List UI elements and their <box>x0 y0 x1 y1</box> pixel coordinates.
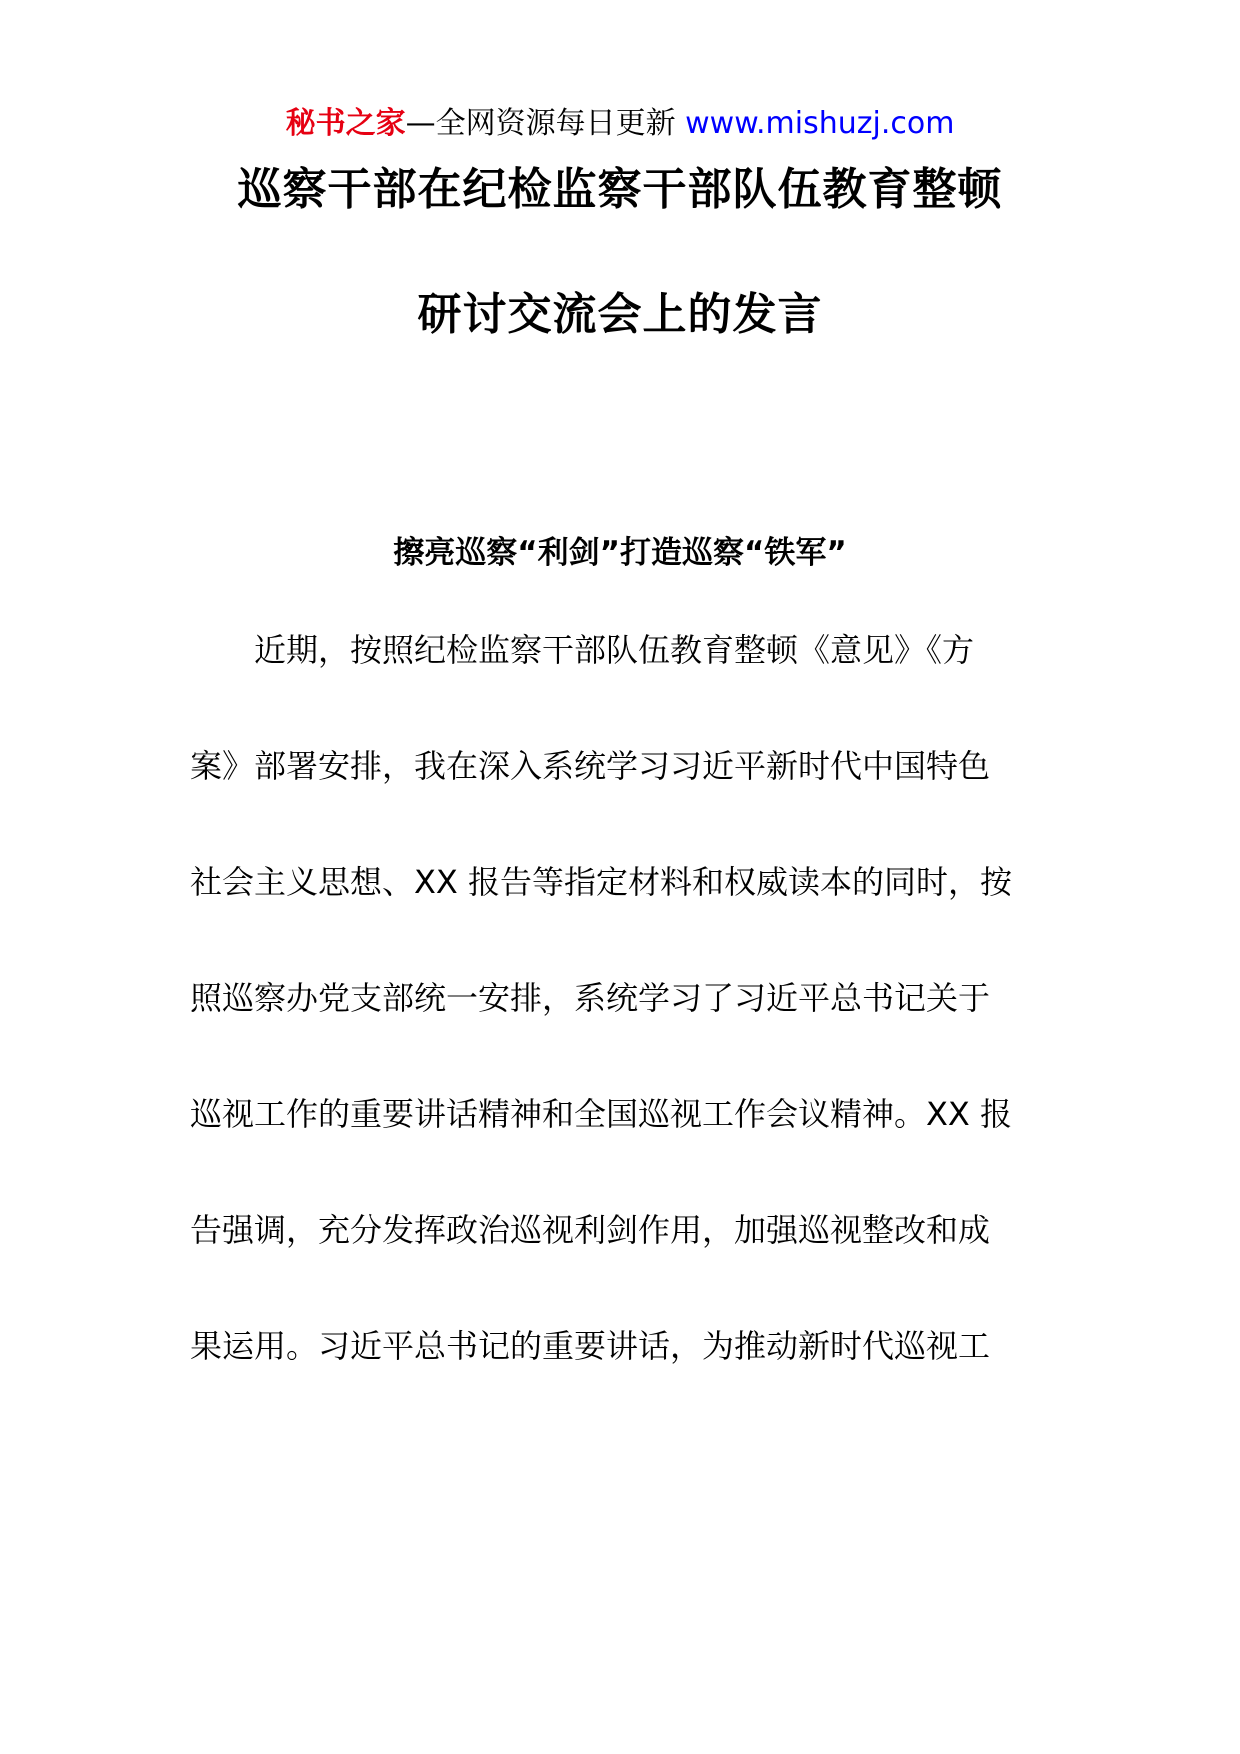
body-line: 巡视工作的重要讲话精神和全国巡视工作会议精神。XX 报 <box>190 1095 1013 1133</box>
body-line: 社会主义思想、XX 报告等指定材料和权威读本的同时，按 <box>190 863 1013 901</box>
body-line: 告强调，充分发挥政治巡视利剑作用，加强巡视整改和成 <box>190 1211 991 1249</box>
body-line: 照巡察办党支部统一安排，系统学习了习近平总书记关于 <box>190 979 991 1017</box>
site-url-link[interactable]: www.mishuzj.com <box>685 106 955 141</box>
body-line: 案》部署安排，我在深入系统学习习近平新时代中国特色 <box>190 747 991 785</box>
site-brand: 秘书之家 <box>285 106 406 141</box>
section-subtitle: 擦亮巡察“利剑”打造巡察“铁军” <box>393 535 847 571</box>
body-line: 果运用。习近平总书记的重要讲话，为推动新时代巡视工 <box>190 1327 991 1365</box>
site-tagline: —全网资源每日更新 <box>405 106 676 141</box>
site-header <box>0 100 1240 148</box>
document-title-line-2: 研讨交流会上的发言 <box>417 289 823 340</box>
body-line: 近期，按照纪检监察干部队伍教育整顿《意见》《方 <box>190 631 975 669</box>
document-title-line-1: 巡察干部在纪检监察干部队伍教育整顿 <box>237 164 1003 215</box>
